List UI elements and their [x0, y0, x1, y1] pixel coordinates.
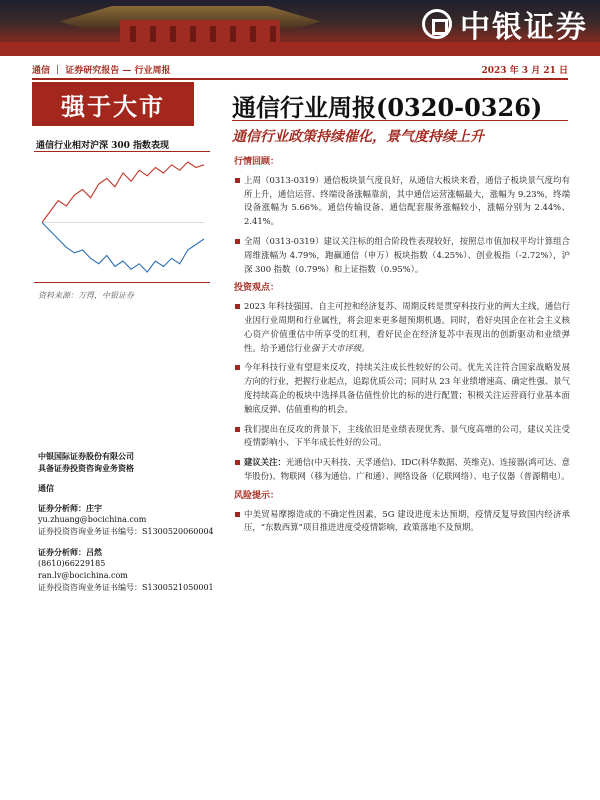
view-item-bold-prefix: 建议关注： [244, 457, 286, 468]
title-divider [232, 120, 568, 121]
analyst2-title: 证券分析师：吕然 [38, 547, 102, 557]
view-item-text: 光通信(中天科技、天孚通信)、IDC(科华数据、英维克)、连接器(鸿可达、意华股份)、物联网（移为通信、广和通）、网络设备（亿联网络）、电子仪器（普源精电）。 [244, 457, 570, 481]
analyst1-title: 证券分析师：庄宇 [38, 503, 102, 513]
performance-chart [34, 152, 210, 282]
analyst1-email[interactable]: yu.zhuang@bocichina.com [38, 515, 147, 524]
chart-title: 通信行业相对沪深 300 指数表现 [36, 141, 170, 151]
header-banner [0, 0, 600, 56]
section-risk-heading: 风险提示： [234, 490, 280, 501]
analyst-info [38, 450, 228, 594]
breadcrumb [32, 60, 568, 80]
brand-logo [422, 2, 588, 46]
section-review-heading: 行情回顾： [234, 157, 280, 167]
rating-badge: 强于大市 [32, 82, 194, 126]
chart-source: 资料来源：万得，中银证券 [38, 291, 134, 300]
main-content [232, 152, 570, 541]
review-item: 全周（0313-0319）建议关注标的组合阶段性表现较好，按照总市值加权平均计算组合周维涨幅为 4.79%，跑赢通信（申万）板块指数（4.25%）、创业板指（-2.72%），沪深 300 指数（0.79%）和上证指数（0.95%）。 [232, 235, 570, 276]
page-subtitle: 通信行业政策持续催化，景气度持续上升 [232, 129, 484, 145]
breadcrumb-text: 通信 ｜ 证券研究报告 — 行业周报 [32, 65, 171, 76]
analyst2-cert: 证券投资咨询业务证书编号：S1300521050001 [38, 583, 214, 592]
view-item [232, 456, 570, 484]
analyst1-cert: 证券投资咨询业务证书编号：S1300520060004 [38, 527, 214, 536]
page-title: 通信行业周报(0320-0326) [232, 93, 543, 122]
view-item-text: 2023 年科技强国、自主可控和经济复苏、周期反转是贯穿科技行业的两大主线，通信行业因行业周期和行业属性，将会迎来更多超预期机遇。同时，看好央国企在社会主义核心资产价值重估中所享受的红利，看好民企在经济复苏中表现出的创新驱动和业绩弹性。给予通信行业 [244, 301, 570, 353]
review-item: 上周（0313-0319）通信板块景气度良好，从通信大板块来看，通信子板块景气度均有所上升，通信运营、终端设备涨幅靠前，其中通信运营涨幅最大，涨幅为 9.23%，终端设备涨幅为 5.66%。通信传输设备、通信配套服务涨幅较小，涨幅分别为 2.44%、2.41%。 [232, 174, 570, 229]
view-item-emphasis: 强于大市评级。 [311, 342, 370, 353]
brand-logo-text: 中银证券 [460, 10, 588, 45]
chart-area [34, 151, 210, 283]
series-line-1 [42, 223, 204, 273]
series-line-0 [42, 162, 204, 223]
industry-label: 通信 [38, 483, 54, 493]
analyst2-email[interactable]: ran.lv@bocichina.com [38, 571, 128, 580]
analyst2-phone: (8610)66229185 [38, 559, 106, 568]
report-date: 2023 年 3 月 21 日 [481, 65, 568, 76]
section-views-heading: 投资观点： [234, 283, 280, 294]
qualification: 具备证券投资咨询业务资格 [38, 463, 134, 473]
view-item [232, 300, 570, 355]
risk-item: 中美贸易摩擦造成的不确定性因素，5G 建设进度未达预期，疫情反复导致国内经济承压，“东数西算”项目推进进度受疫情影响，政策落地不及预期。 [232, 508, 570, 536]
view-item: 今年科技行业有望迎来反攻，持续关注成长性较好的公司。优先关注符合国家战略发展方向的行业，把握行业起点，追踪优质公司；同时从 23 年业绩增速高、确定性强、景气度持续高企的板块中选择具备估值性价比的标的进行配置；积极关注运营商行业基本面触底反弹、估值重构的机会。 [232, 361, 570, 416]
view-item: 我们提出在反攻的背景下，主线依旧是业绩表现优秀、景气度高增的公司，建议关注受疫情影响小、下半年成长性好的公司。 [232, 423, 570, 451]
company-name: 中银国际证券股份有限公司 [38, 451, 134, 461]
boc-logo-icon [422, 9, 452, 39]
